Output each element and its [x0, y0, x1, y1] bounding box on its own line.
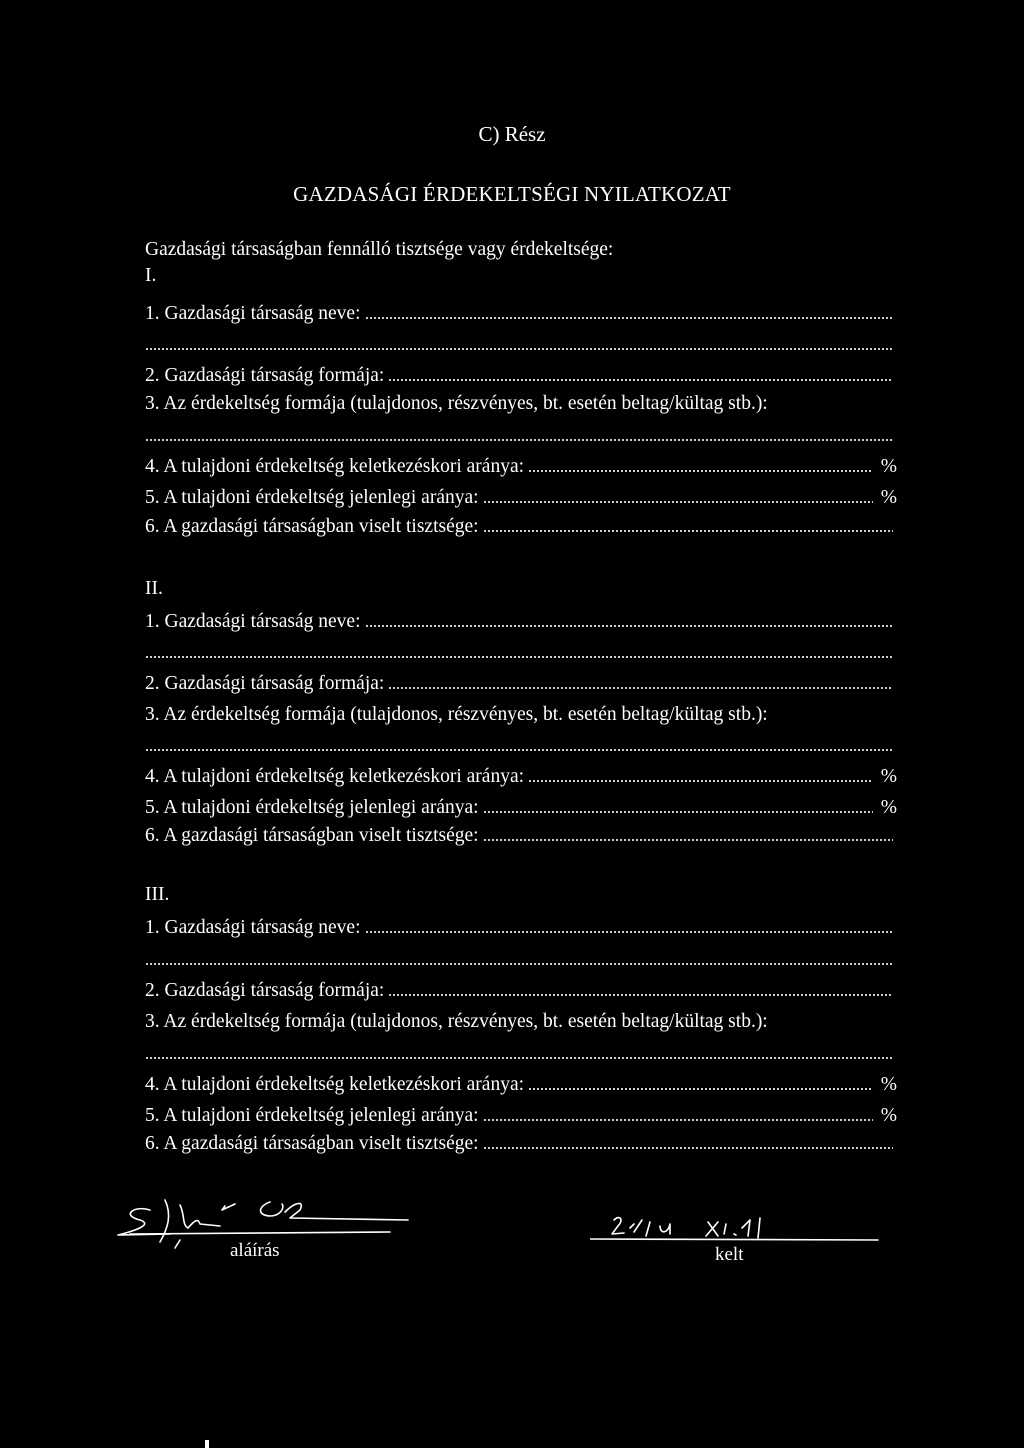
percent-sign: %: [880, 1105, 897, 1126]
section-2-interest-form-continuation: [145, 734, 897, 758]
section-3-share-current-label: 5. A tulajdoni érdekeltség jelenlegi aránya:: [145, 1105, 479, 1126]
section-2-interest-form-row: [145, 703, 897, 727]
section-1-numeral: I.: [145, 265, 157, 286]
section-1-position-row: [145, 515, 897, 539]
section-3-share-origin-row: [145, 1073, 897, 1097]
section-3-share-current-blank: [483, 1117, 873, 1123]
section-1-name-blank: [365, 315, 894, 321]
date-label: kelt: [715, 1244, 744, 1265]
section-1-form-label: 2. Gazdasági társaság formája:: [145, 365, 385, 386]
section-2-form-blank: [388, 685, 893, 691]
section-1-name-continuation: [145, 333, 897, 357]
section-1-share-current-blank: [483, 499, 873, 505]
section-1-interest-form-blank: [145, 437, 893, 443]
part-heading: C) Rész: [478, 122, 546, 146]
section-1-position-label: 6. A gazdasági társaságban viselt tisztsége:: [145, 516, 479, 537]
section-1-form-blank: [388, 377, 893, 383]
section-3-share-origin-blank: [528, 1086, 873, 1092]
section-3-interest-form-row: [145, 1010, 897, 1034]
percent-sign: %: [880, 1074, 897, 1095]
section-3-interest-form-label: 3. Az érdekeltség formája (tulajdonos, részvényes, bt. esetén beltag/kültag stb.):: [145, 1011, 768, 1032]
section-2-position-blank: [483, 837, 893, 843]
section-2-name-row: [145, 610, 897, 634]
section-2-interest-form-blank: [145, 747, 893, 753]
section-3-form-blank: [388, 992, 893, 998]
section-3-numeral: III.: [145, 884, 170, 905]
section-3-form-row: [145, 979, 897, 1003]
section-3-name-blank-2: [145, 961, 893, 967]
section-3-name-blank: [365, 929, 894, 935]
section-2-share-current-row: [145, 796, 897, 820]
section-3-interest-form-continuation: [145, 1042, 897, 1066]
section-2-form-label: 2. Gazdasági társaság formája:: [145, 673, 385, 694]
section-1-share-current-row: [145, 486, 897, 510]
section-1-interest-form-label: 3. Az érdekeltség formája (tulajdonos, részvényes, bt. esetén beltag/kültag stb.):: [145, 393, 768, 414]
section-2-position-row: [145, 824, 897, 848]
section-3-share-origin-label: 4. A tulajdoni érdekeltség keletkezéskori aránya:: [145, 1074, 525, 1095]
signature-label: aláírás: [230, 1240, 280, 1261]
document-title: GAZDASÁGI ÉRDEKELTSÉGI NYILATKOZAT: [293, 182, 731, 206]
section-1-share-origin-label: 4. A tulajdoni érdekeltség keletkezéskori aránya:: [145, 456, 525, 477]
section-3-position-blank: [483, 1145, 893, 1151]
section-1-share-origin-blank: [528, 468, 873, 474]
section-2-numeral: II.: [145, 578, 163, 599]
section-2-name-continuation: [145, 641, 897, 665]
percent-sign: %: [880, 766, 897, 787]
section-3-position-row: [145, 1132, 897, 1156]
section-1-position-blank: [483, 528, 893, 534]
percent-sign: %: [880, 456, 897, 477]
section-2-share-origin-label: 4. A tulajdoni érdekeltség keletkezéskori aránya:: [145, 766, 525, 787]
section-1-name-label: 1. Gazdasági társaság neve:: [145, 303, 361, 324]
percent-sign: %: [880, 487, 897, 508]
percent-sign: %: [880, 797, 897, 818]
section-2-name-label: 1. Gazdasági társaság neve:: [145, 611, 361, 632]
section-2-name-blank-2: [145, 654, 893, 660]
section-1-form-row: [145, 364, 897, 388]
section-2-share-current-label: 5. A tulajdoni érdekeltség jelenlegi aránya:: [145, 797, 479, 818]
section-1-name-row: [145, 302, 897, 326]
scan-mark: [205, 1440, 209, 1448]
section-3-form-label: 2. Gazdasági társaság formája:: [145, 980, 385, 1001]
section-3-position-label: 6. A gazdasági társaságban viselt tisztsége:: [145, 1133, 479, 1154]
section-3-name-continuation: [145, 948, 897, 972]
section-3-interest-form-blank: [145, 1055, 893, 1061]
section-1-name-blank-2: [145, 346, 893, 352]
section-1-interest-form-row: [145, 392, 897, 416]
section-2-name-blank: [365, 623, 894, 629]
section-3-share-current-row: [145, 1104, 897, 1128]
section-1-share-origin-row: [145, 455, 897, 479]
section-2-position-label: 6. A gazdasági társaságban viselt tisztsége:: [145, 825, 479, 846]
section-3-name-label: 1. Gazdasági társaság neve:: [145, 917, 361, 938]
section-2-share-origin-blank: [528, 778, 873, 784]
section-2-share-origin-row: [145, 765, 897, 789]
section-2-interest-form-label: 3. Az érdekeltség formája (tulajdonos, részvényes, bt. esetén beltag/kültag stb.):: [145, 704, 768, 725]
intro-line: [145, 238, 897, 262]
intro-text: Gazdasági társaságban fennálló tisztsége vagy érdekeltsége:: [145, 239, 614, 260]
section-2-share-current-blank: [483, 809, 873, 815]
section-1-interest-form-continuation: [145, 424, 897, 448]
section-1-share-current-label: 5. A tulajdoni érdekeltség jelenlegi aránya:: [145, 487, 479, 508]
section-3-name-row: [145, 916, 897, 940]
section-2-form-row: [145, 672, 897, 696]
